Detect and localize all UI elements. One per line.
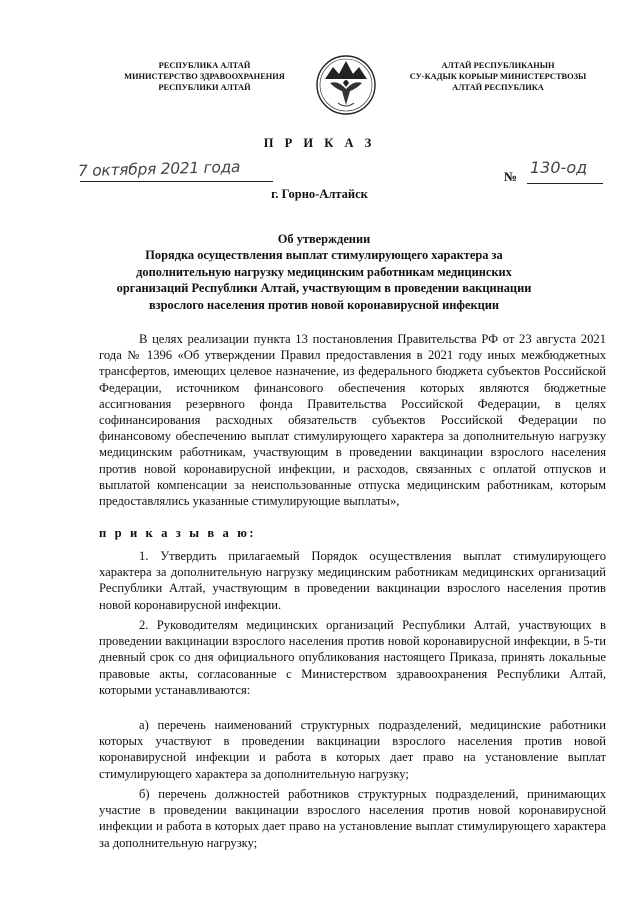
- preamble-paragraph: В целях реализации пункта 13 постановления Правительства РФ от 23 августа 2021 года № 1396 «Об утверждении Правил предоставления в 2021 году иных межбюджетных трансфертов, имеющих целевое назначение, из федерального бюджета субъектов Российской Федерации, источником финансового обеспечения которых являются бюджетные ассигнования резервного фонда Правительства Российской Федерации, в целях софинансирования расходных обязательств субъектов Российской Федерации по финансовому обеспечению выплат стимулирующего характера за дополнительную нагрузку медицинским работникам, участвующим в проведении вакцинации взрослого населения против новой коронавирусной инфекции, и расходов, связанных с оплатой отпусков и выплатой компенсации за неиспользованные отпуска медицинским работникам, которым предоставлялись указанные стимулирующие выплаты»,: [99, 332, 606, 509]
- header-right-line: АЛТАЙ РЕСПУБЛИКАНЫН: [441, 61, 555, 70]
- item-2-paragraph: 2. Руководителям медицинских организаций Республики Алтай, участвующих в проведении вакцинации взрослого населения против новой коронавирусной инфекции, в 5-ти дневный срок со дня официального опубликования настоящего Приказа, принять локальные правовые акты, согласованные с Министерством здравоохранения Республики Алтай, которыми устанавливаются:: [99, 618, 606, 697]
- number-sign: №: [504, 169, 518, 184]
- order-word-paragraph: [99, 525, 606, 541]
- order-word: п р и к а з ы в а ю:: [99, 526, 257, 540]
- city-line: г. Горно-Алтайск: [271, 187, 368, 201]
- order-subject: [90, 231, 558, 313]
- header-right-line: СУ-КАДЫК КОРЫЫР МИНИСТЕРСТВОЗЫ: [409, 72, 587, 81]
- altai-republic-emblem-icon: [316, 53, 376, 117]
- header-left-block: [103, 60, 306, 93]
- subject-line: Порядка осуществления выплат стимулирующего характера за: [145, 248, 503, 263]
- handwritten-date: 7 октября 2021 года: [77, 157, 241, 181]
- header-left-line: РЕСПУБЛИКИ АЛТАЙ: [158, 83, 251, 92]
- document-title: П Р И К А З: [263, 136, 376, 150]
- header-left-line: РЕСПУБЛИКА АЛТАЙ: [158, 61, 251, 70]
- subject-line: Об утверждении: [277, 232, 371, 246]
- header-right-line: АЛТАЙ РЕСПУБЛИКА: [452, 83, 544, 92]
- date-underline: [80, 181, 273, 182]
- handwritten-number: 130-од: [530, 158, 588, 177]
- number-underline: [527, 183, 603, 184]
- header-right-block: [393, 60, 603, 93]
- header-left-line: МИНИСТЕРСТВО ЗДРАВООХРАНЕНИЯ: [124, 72, 285, 81]
- subject-line: взрослого населения против новой коронавирусной инфекции: [148, 297, 500, 312]
- subject-line: дополнительную нагрузку медицинским работникам медицинских: [136, 264, 512, 279]
- subject-line: организаций Республики Алтай, участвующим в проведении вакцинации: [116, 281, 532, 296]
- item-1-paragraph: 1. Утвердить прилагаемый Порядок осуществления выплат стимулирующего характера за дополнительную нагрузку медицинским работникам медицинских организаций Республики Алтай, участвующим в проведении вакцинации взрослого населения против новой коронавирусной инфекции.: [99, 549, 606, 612]
- item-2b-paragraph: б) перечень должностей работников структурных подразделений, принимающих участие в проведении вакцинации взрослого населения против новой коронавирусной инфекции и работа в которых дает право на установление выплат стимулирующего характера за дополнительную нагрузку;: [99, 787, 606, 850]
- item-2a-paragraph: а) перечень наименований структурных подразделений, медицинские работники которых участвуют в проведении вакцинации взрослого населения против новой коронавирусной инфекции и работа в которых дает право на установление выплат стимулирующего характера за дополнительную нагрузку;: [99, 718, 606, 781]
